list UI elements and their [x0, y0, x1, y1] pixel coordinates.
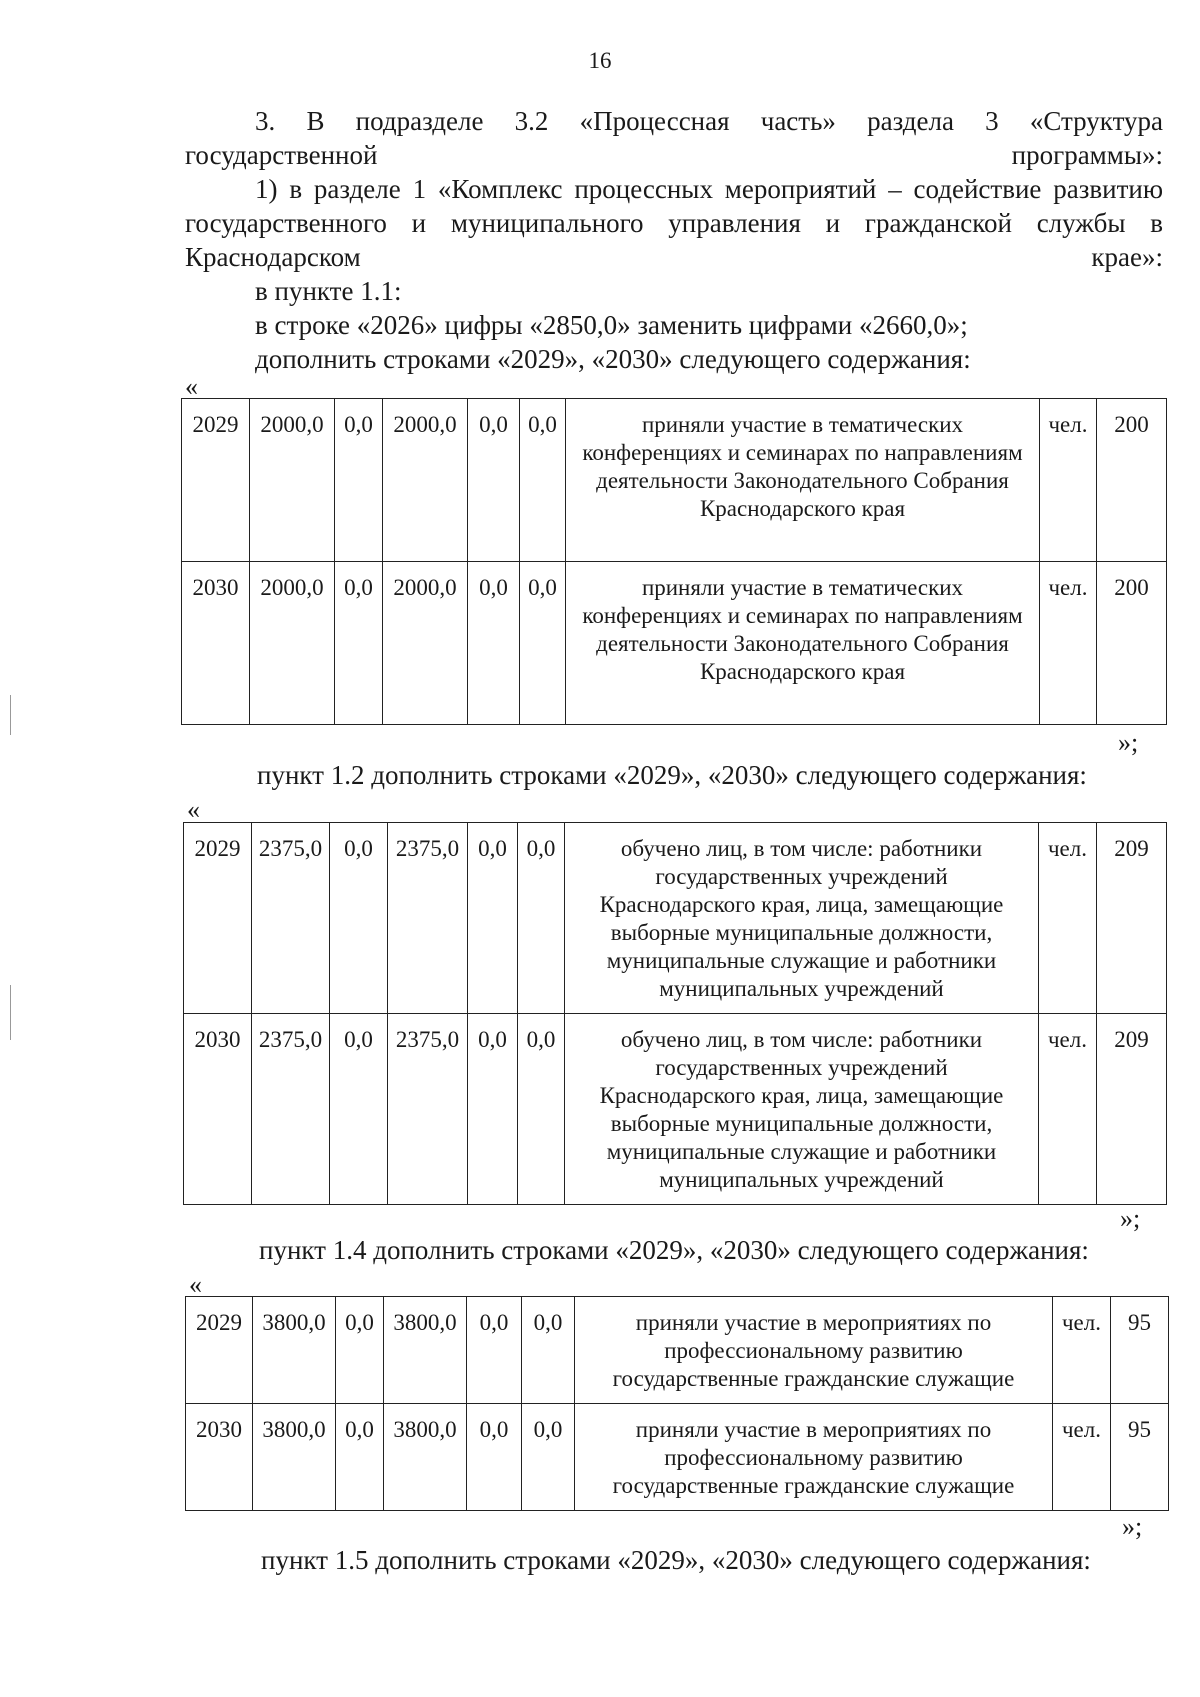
value-cell: 209 — [1097, 823, 1167, 1014]
unit-cell: чел. — [1039, 823, 1097, 1014]
value-cell: 200 — [1097, 399, 1167, 562]
amount-cell: 2375,0 — [388, 1014, 468, 1205]
amount-cell: 0,0 — [518, 823, 565, 1014]
result-description-cell: приняли участие в мероприятиях по профессиональному развитию государственные гражданские служащие — [575, 1404, 1053, 1511]
total-cell: 2000,0 — [250, 399, 335, 562]
open-quote: « — [189, 1270, 202, 1299]
amount-cell: 0,0 — [468, 562, 520, 725]
amount-cell: 0,0 — [520, 399, 566, 562]
result-description-cell: приняли участие в тематических конференциях и семинарах по направлениям деятельности Законодательного Собрания Краснодарского края — [566, 399, 1040, 562]
total-cell: 2000,0 — [250, 562, 335, 725]
year-cell: 2029 — [182, 399, 250, 562]
unit-cell: чел. — [1040, 399, 1097, 562]
table-row — [184, 823, 1167, 1014]
point-1-5-heading: пункт 1.5 дополнить строками «2029», «2030» следующего содержания: — [261, 1545, 1091, 1575]
scan-mark — [10, 695, 11, 735]
value-cell: 95 — [1111, 1404, 1169, 1511]
value-cell: 95 — [1111, 1297, 1169, 1404]
total-cell: 3800,0 — [253, 1404, 336, 1511]
open-quote: « — [187, 795, 200, 824]
amount-cell: 0,0 — [468, 399, 520, 562]
year-cell: 2029 — [186, 1297, 253, 1404]
year-cell: 2030 — [186, 1404, 253, 1511]
year-cell: 2030 — [182, 562, 250, 725]
amount-cell: 0,0 — [468, 823, 518, 1014]
amount-cell: 0,0 — [522, 1404, 575, 1511]
close-quote: »; — [1120, 1204, 1141, 1233]
amount-cell: 0,0 — [467, 1404, 522, 1511]
amount-cell: 3800,0 — [384, 1404, 467, 1511]
result-description-cell: приняли участие в тематических конференциях и семинарах по направлениям деятельности Законодательного Собрания Краснодарского края — [566, 562, 1040, 725]
result-description-cell: приняли участие в мероприятиях по профессиональному развитию государственные гражданские служащие — [575, 1297, 1053, 1404]
amount-cell: 0,0 — [468, 1014, 518, 1205]
point-1-4-heading: пункт 1.4 дополнить строками «2029», «2030» следующего содержания: — [259, 1235, 1089, 1265]
close-quote: »; — [1122, 1512, 1143, 1541]
replace-instruction: в строке «2026» цифры «2850,0» заменить цифрами «2660,0»; — [255, 310, 968, 340]
amount-cell: 0,0 — [336, 1404, 384, 1511]
unit-cell: чел. — [1053, 1404, 1111, 1511]
table-row — [182, 399, 1167, 562]
year-cell: 2030 — [184, 1014, 252, 1205]
close-quote: »; — [1118, 728, 1139, 757]
amount-cell: 0,0 — [467, 1297, 522, 1404]
point-1-2-heading: пункт 1.2 дополнить строками «2029», «2030» следующего содержания: — [257, 760, 1087, 790]
total-cell: 2375,0 — [252, 823, 330, 1014]
amount-cell: 2000,0 — [383, 399, 468, 562]
unit-cell: чел. — [1040, 562, 1097, 725]
table-point-1-4 — [185, 1296, 1169, 1511]
table-point-1-2 — [183, 822, 1167, 1205]
unit-cell: чел. — [1039, 1014, 1097, 1205]
subitem-1-text: 1) в разделе 1 «Комплекс процессных мероприятий – содействие развитию государственного и муниципального управления и гражданской службы в Краснодарском крае»: — [185, 174, 1163, 272]
scan-mark — [10, 985, 11, 1040]
amount-cell: 0,0 — [330, 823, 388, 1014]
result-description-cell: обучено лиц, в том числе: работники государственных учреждений Краснодарского края, лица, замещающие выборные муниципальные должности, муниципальные служащие и работники муниципальных учреждений — [565, 1014, 1039, 1205]
amount-cell: 0,0 — [330, 1014, 388, 1205]
amount-cell: 0,0 — [518, 1014, 565, 1205]
open-quote: « — [185, 372, 198, 401]
table-row — [182, 562, 1167, 725]
amount-cell: 0,0 — [522, 1297, 575, 1404]
table-row — [186, 1404, 1169, 1511]
value-cell: 200 — [1097, 562, 1167, 725]
result-description-cell: обучено лиц, в том числе: работники государственных учреждений Краснодарского края, лица, замещающие выборные муниципальные должности, муниципальные служащие и работники муниципальных учреждений — [565, 823, 1039, 1014]
amount-cell: 0,0 — [335, 562, 383, 725]
amount-cell: 3800,0 — [384, 1297, 467, 1404]
total-cell: 3800,0 — [253, 1297, 336, 1404]
table-point-1-1 — [181, 398, 1167, 725]
year-cell: 2029 — [184, 823, 252, 1014]
point-1-1-heading: в пункте 1.1: — [255, 276, 402, 306]
amount-cell: 0,0 — [520, 562, 566, 725]
add-rows-instruction: дополнить строками «2029», «2030» следующего содержания: — [255, 344, 971, 374]
amount-cell: 2000,0 — [383, 562, 468, 725]
page-number: 16 — [588, 48, 612, 73]
unit-cell: чел. — [1053, 1297, 1111, 1404]
item-3-text: 3. В подразделе 3.2 «Процессная часть» раздела 3 «Структура государственной программы»: — [185, 106, 1163, 170]
total-cell: 2375,0 — [252, 1014, 330, 1205]
amount-cell: 0,0 — [335, 399, 383, 562]
table-row — [184, 1014, 1167, 1205]
value-cell: 209 — [1097, 1014, 1167, 1205]
amount-cell: 0,0 — [336, 1297, 384, 1404]
amount-cell: 2375,0 — [388, 823, 468, 1014]
table-row — [186, 1297, 1169, 1404]
